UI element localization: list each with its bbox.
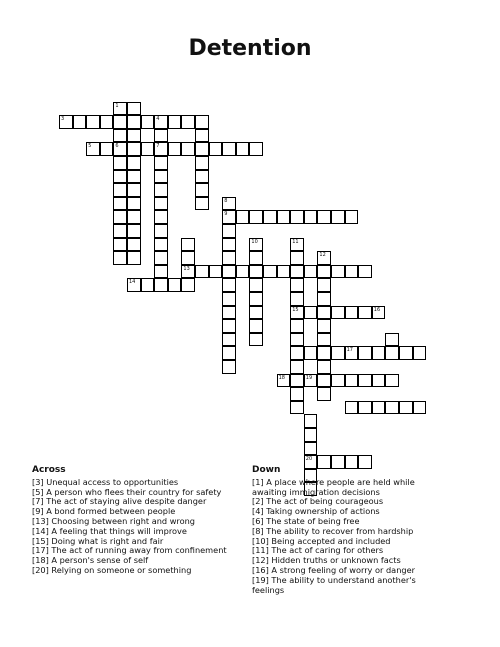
grid-cell[interactable] — [195, 115, 209, 129]
clue-number: 10 — [251, 238, 258, 245]
grid-cell[interactable] — [290, 210, 304, 224]
grid-cell[interactable] — [290, 278, 304, 292]
grid-cell[interactable] — [195, 197, 209, 211]
grid-cell[interactable] — [304, 442, 318, 456]
grid-cell[interactable] — [249, 319, 263, 333]
down-clue: [19] The ability to understand another's feelings — [252, 574, 416, 595]
clue-number: 4 — [156, 116, 160, 123]
clue-number: 12 — [319, 252, 326, 259]
grid-cell[interactable] — [154, 115, 168, 129]
grid-cell[interactable] — [345, 346, 359, 360]
grid-cell[interactable] — [317, 374, 331, 388]
across-clue: [3] Unequal access to opportunities — [32, 476, 179, 487]
down-heading: Down — [252, 465, 281, 475]
grid-cell[interactable] — [263, 265, 277, 279]
grid-cell[interactable] — [127, 183, 141, 197]
grid-cell[interactable] — [222, 251, 236, 265]
grid-cell[interactable] — [195, 183, 209, 197]
grid-cell[interactable] — [222, 306, 236, 320]
grid-cell[interactable] — [113, 183, 127, 197]
grid-cell[interactable] — [113, 251, 127, 265]
grid-cell[interactable] — [127, 238, 141, 252]
grid-cell[interactable] — [331, 346, 345, 360]
clue-number: 5 — [88, 143, 92, 150]
grid-cell[interactable] — [345, 265, 359, 279]
grid-cell[interactable] — [358, 306, 372, 320]
clue-number: 20 — [305, 456, 313, 463]
clue-number: 8 — [224, 197, 228, 204]
grid-cell[interactable] — [372, 306, 386, 320]
grid-cell[interactable] — [154, 251, 168, 265]
grid-cell[interactable] — [195, 129, 209, 143]
grid-cell[interactable] — [127, 251, 141, 265]
grid-cell[interactable] — [290, 360, 304, 374]
grid-cell[interactable] — [290, 374, 304, 388]
grid-cell[interactable] — [317, 265, 331, 279]
grid-cell[interactable] — [113, 210, 127, 224]
down-clue: [10] Being accepted and included — [252, 535, 391, 546]
across-clue: [5] A person who flees their country for safety — [32, 486, 222, 497]
grid-cell[interactable] — [385, 374, 399, 388]
grid-cell[interactable] — [290, 333, 304, 347]
grid-cell[interactable] — [249, 292, 263, 306]
grid-cell[interactable] — [290, 319, 304, 333]
grid-cell[interactable] — [358, 265, 372, 279]
grid-cell[interactable] — [141, 142, 155, 156]
grid-cell[interactable] — [209, 265, 223, 279]
grid-cell[interactable] — [304, 374, 318, 388]
grid-cell[interactable] — [222, 142, 236, 156]
puzzle-title: Detention — [188, 36, 312, 61]
grid-cell[interactable] — [304, 306, 318, 320]
grid-cell[interactable] — [127, 156, 141, 170]
grid-cell[interactable] — [290, 387, 304, 401]
grid-cell[interactable] — [249, 333, 263, 347]
grid-cell[interactable] — [317, 333, 331, 347]
down-clue: [11] The act of caring for others — [252, 545, 384, 556]
grid-cell[interactable] — [317, 292, 331, 306]
grid-cell[interactable] — [168, 142, 182, 156]
grid-cell[interactable] — [113, 197, 127, 211]
grid-cell[interactable] — [113, 238, 127, 252]
grid-cell[interactable] — [290, 251, 304, 265]
across-clue: [13] Choosing between right and wrong — [32, 515, 195, 526]
grid-cell[interactable] — [372, 374, 386, 388]
grid-cell[interactable] — [154, 278, 168, 292]
grid-cell[interactable] — [331, 306, 345, 320]
grid-cell[interactable] — [331, 374, 345, 388]
grid-cell[interactable] — [154, 224, 168, 238]
grid-cell[interactable] — [127, 278, 141, 292]
grid-cell[interactable] — [127, 224, 141, 238]
down-clue: [6] The state of being free — [252, 515, 360, 526]
grid-cell[interactable] — [290, 292, 304, 306]
grid-cell[interactable] — [59, 115, 73, 129]
grid-cell[interactable] — [385, 333, 399, 347]
grid-cell[interactable] — [236, 210, 250, 224]
grid-cell[interactable] — [181, 115, 195, 129]
grid-cell[interactable] — [154, 183, 168, 197]
grid-cell[interactable] — [127, 115, 141, 129]
across-clue: [9] A bond formed between people — [32, 506, 176, 517]
grid-cell[interactable] — [277, 265, 291, 279]
clue-number: 18 — [278, 374, 285, 381]
clue-number: 7 — [156, 143, 160, 150]
clue-number: 11 — [292, 238, 299, 245]
grid-cell[interactable] — [372, 401, 386, 415]
grid-cell[interactable] — [317, 210, 331, 224]
grid-cell[interactable] — [181, 278, 195, 292]
grid-cell[interactable] — [222, 224, 236, 238]
grid-cell[interactable] — [345, 306, 359, 320]
grid-cell[interactable] — [249, 238, 263, 252]
grid-cell[interactable] — [127, 129, 141, 143]
grid-cell[interactable] — [113, 142, 127, 156]
grid-cell[interactable] — [113, 102, 127, 116]
grid-cell[interactable] — [113, 115, 127, 129]
grid-cell[interactable] — [222, 265, 236, 279]
grid-cell[interactable] — [399, 401, 413, 415]
grid-cell[interactable] — [154, 142, 168, 156]
grid-cell[interactable] — [154, 210, 168, 224]
clue-number: 3 — [61, 116, 65, 123]
grid-cell[interactable] — [209, 142, 223, 156]
grid-cell[interactable] — [113, 224, 127, 238]
grid-cell[interactable] — [277, 210, 291, 224]
grid-cell[interactable] — [222, 346, 236, 360]
across-heading: Across — [32, 465, 66, 475]
grid-cell[interactable] — [141, 115, 155, 129]
down-clues — [252, 466, 442, 595]
grid-cell[interactable] — [358, 374, 372, 388]
grid-cell[interactable] — [181, 142, 195, 156]
grid-cell[interactable] — [181, 265, 195, 279]
grid-cell[interactable] — [86, 142, 100, 156]
down-clue: [2] The act of being courageous — [252, 496, 384, 507]
grid-cell[interactable] — [181, 251, 195, 265]
grid-cell[interactable] — [127, 102, 141, 116]
grid-cell[interactable] — [317, 360, 331, 374]
grid-cell[interactable] — [113, 156, 127, 170]
grid-cell[interactable] — [317, 306, 331, 320]
grid-cell[interactable] — [100, 142, 114, 156]
grid-cell[interactable] — [154, 197, 168, 211]
grid-cell[interactable] — [317, 346, 331, 360]
clue-number: 6 — [115, 143, 119, 150]
grid-cell[interactable] — [290, 265, 304, 279]
across-clue: [7] The act of staying alive despite danger — [32, 496, 207, 507]
grid-cell[interactable] — [385, 401, 399, 415]
grid-cell[interactable] — [249, 142, 263, 156]
grid-cell[interactable] — [317, 319, 331, 333]
grid-cell[interactable] — [154, 156, 168, 170]
across-clues — [32, 466, 242, 576]
grid-cell[interactable] — [249, 278, 263, 292]
grid-cell[interactable] — [222, 333, 236, 347]
grid-cell[interactable] — [141, 278, 155, 292]
grid-cell[interactable] — [249, 251, 263, 265]
grid-cell[interactable] — [249, 306, 263, 320]
down-clue: [8] The ability to recover from hardship — [252, 525, 414, 536]
clue-number: 9 — [224, 211, 228, 218]
grid-cell[interactable] — [236, 142, 250, 156]
grid-cell[interactable] — [195, 170, 209, 184]
grid-cell[interactable] — [222, 319, 236, 333]
grid-cell[interactable] — [168, 278, 182, 292]
grid-cell[interactable] — [304, 414, 318, 428]
grid-cell[interactable] — [222, 292, 236, 306]
clue-number: 13 — [183, 265, 190, 272]
clue-number: 16 — [373, 306, 381, 313]
grid-cell[interactable] — [345, 374, 359, 388]
grid-cell[interactable] — [154, 129, 168, 143]
grid-cell[interactable] — [222, 238, 236, 252]
across-clue: [14] A feeling that things will improve — [32, 525, 187, 536]
grid-cell[interactable] — [195, 156, 209, 170]
grid-cell[interactable] — [317, 387, 331, 401]
grid-cell[interactable] — [127, 142, 141, 156]
grid-cell[interactable] — [413, 401, 427, 415]
grid-cell[interactable] — [222, 360, 236, 374]
grid-cell[interactable] — [73, 115, 87, 129]
grid-cell[interactable] — [290, 401, 304, 415]
grid-cell[interactable] — [304, 428, 318, 442]
grid-cell[interactable] — [345, 401, 359, 415]
grid-cell[interactable] — [277, 374, 291, 388]
grid-cell[interactable] — [345, 210, 359, 224]
grid-cell[interactable] — [168, 115, 182, 129]
grid-cell[interactable] — [372, 346, 386, 360]
grid-cell[interactable] — [331, 210, 345, 224]
down-clue: [16] A strong feeling of worry or danger — [252, 564, 415, 575]
down-clue: [12] Hidden truths or unknown facts — [252, 555, 401, 566]
grid-cell[interactable] — [86, 115, 100, 129]
grid-cell[interactable] — [127, 210, 141, 224]
grid-cell[interactable] — [263, 210, 277, 224]
grid-cell[interactable] — [358, 346, 372, 360]
grid-cell[interactable] — [154, 265, 168, 279]
grid-cell[interactable] — [127, 197, 141, 211]
grid-cell[interactable] — [304, 210, 318, 224]
clue-number: 1 — [115, 102, 119, 109]
down-clue: [4] Taking ownership of actions — [252, 506, 380, 517]
clue-number: 19 — [305, 374, 313, 381]
grid-cell[interactable] — [113, 170, 127, 184]
clue-number: 17 — [346, 347, 353, 354]
grid-cell[interactable] — [249, 265, 263, 279]
grid-cell[interactable] — [413, 346, 427, 360]
grid-cell[interactable] — [222, 197, 236, 211]
across-clue: [15] Doing what is right and fair — [32, 535, 164, 546]
grid-cell[interactable] — [385, 346, 399, 360]
grid-cell[interactable] — [236, 265, 250, 279]
grid-cell[interactable] — [113, 129, 127, 143]
grid-cell[interactable] — [181, 238, 195, 252]
grid-cell[interactable] — [290, 238, 304, 252]
across-clue: [20] Relying on someone or something — [32, 564, 192, 575]
across-clue: [17] The act of running away from confinement — [32, 545, 227, 556]
clue-number: 14 — [129, 279, 136, 286]
grid-cell[interactable] — [195, 142, 209, 156]
grid-cell[interactable] — [399, 346, 413, 360]
down-clue: [1] A place where people are held while awaiting immigration decisions — [252, 476, 415, 497]
grid-cell[interactable] — [290, 346, 304, 360]
clue-number: 15 — [292, 306, 299, 313]
grid-cell[interactable] — [304, 346, 318, 360]
grid-cell[interactable] — [154, 238, 168, 252]
grid-cell[interactable] — [249, 210, 263, 224]
grid-cell[interactable] — [222, 210, 236, 224]
grid-cell[interactable] — [304, 265, 318, 279]
grid-cell[interactable] — [127, 170, 141, 184]
grid-cell[interactable] — [317, 278, 331, 292]
grid-cell[interactable] — [317, 251, 331, 265]
across-clue: [18] A person's sense of self — [32, 555, 149, 566]
grid-cell[interactable] — [290, 306, 304, 320]
grid-cell[interactable] — [222, 278, 236, 292]
grid-cell[interactable] — [331, 265, 345, 279]
grid-cell[interactable] — [358, 401, 372, 415]
grid-cell[interactable] — [195, 265, 209, 279]
grid-cell[interactable] — [154, 170, 168, 184]
grid-cell[interactable] — [100, 115, 114, 129]
